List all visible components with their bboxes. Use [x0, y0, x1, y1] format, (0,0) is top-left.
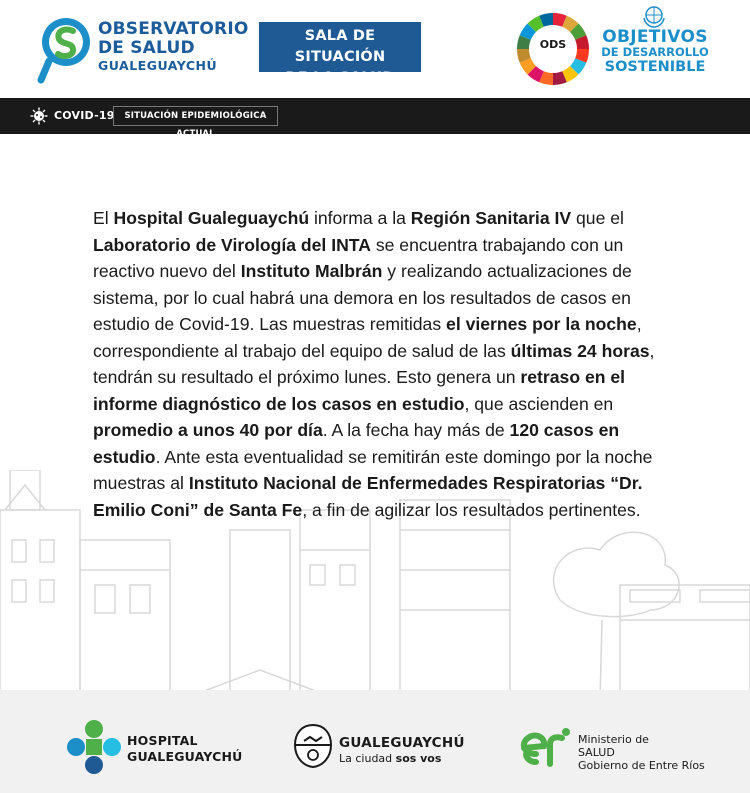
text-segment: , correspondiente al trabajo del equipo de salud de las	[93, 314, 642, 361]
observatorio-line3: GUALEGUAYCHÚ	[98, 58, 218, 73]
municipal-shield-icon	[292, 723, 334, 769]
sala-line2: DE LA SALUD	[285, 70, 395, 86]
text-segment: . Ante esta eventualidad se remitirán este domingo por la noche muestras al	[93, 446, 653, 493]
topic-bar	[0, 98, 750, 134]
ods-line2: DE DESARROLLO	[601, 45, 709, 59]
text-segment-bold: promedio a unos 40 por día	[93, 420, 323, 440]
un-emblem-icon	[641, 4, 667, 28]
covid-label: COVID-19	[54, 109, 115, 122]
municipio-name: GUALEGUAYCHÚ	[339, 735, 465, 751]
hospital-line2: GUALEGUAYCHÚ	[127, 749, 243, 764]
text-segment-bold: Laboratorio de Virología del INTA	[93, 234, 371, 255]
observatorio-line2: DE SALUD	[98, 38, 195, 58]
text-segment-bold: el viernes por la noche	[446, 314, 637, 334]
situation-label: SITUACIÓN EPIDEMIOLÓGICA	[113, 106, 278, 126]
virus-icon	[30, 107, 48, 125]
hospital-line1: HOSPITAL	[127, 733, 198, 748]
text-segment: , tendrán su resultado el próximo lunes. Esto genera un	[93, 340, 655, 387]
tagline-bold: sos vos	[395, 752, 442, 765]
ministerio-line1: Ministerio de	[578, 733, 649, 746]
observatorio-line1: OBSERVATORIO	[98, 19, 249, 39]
ministerio-line2: SALUD	[578, 746, 615, 759]
text-segment-bold: últimas 24 horas	[510, 340, 650, 361]
text-segment-bold: Región Sanitaria IV	[410, 208, 572, 228]
text-segment: , que ascienden en	[464, 393, 614, 414]
hospital-cross-icon	[66, 719, 122, 775]
ministerio-er-icon	[514, 726, 574, 770]
ministerio-wordmark	[578, 733, 705, 772]
observatorio-wordmark	[98, 20, 249, 74]
text-segment: y realizando actualizaciones de sistema, por lo cual habrá una demora en los resultados de casos en estudio de Covid-19. Las muestras remitidas	[93, 261, 632, 334]
ods-line3: SOSTENIBLE	[604, 59, 706, 75]
sala-line1: SALA DE SITUACIÓN	[294, 28, 386, 65]
ods-line1: OBJETIVOS	[602, 27, 708, 47]
header	[0, 0, 750, 98]
magnifier-icon	[36, 14, 100, 86]
hospital-wordmark	[127, 733, 243, 765]
text-segment: El	[93, 208, 114, 228]
tagline-prefix: La ciudad	[339, 752, 396, 765]
text-segment-bold: Instituto Malbrán	[240, 261, 383, 281]
ods-center-label: ODS	[539, 38, 567, 51]
sala-situacion-badge	[259, 22, 421, 86]
text-segment: informa a la	[309, 208, 411, 228]
text-segment: que el	[571, 208, 624, 228]
ods-wordmark	[600, 27, 710, 75]
text-segment-bold: Instituto Nacional de Enfermedades Respiratorias “Dr. Emilio Coni” de Santa Fe	[93, 473, 643, 520]
text-segment-bold: retraso en el informe diagnóstico de los casos en estudio	[93, 367, 626, 414]
text-segment-bold: 120 casos en estudio	[93, 420, 620, 467]
text-segment-bold: Hospital Gualeguaychú	[113, 208, 310, 228]
text-segment: , a fin de agilizar los resultados pertinentes.	[302, 499, 641, 520]
municipio-tagline	[339, 751, 465, 767]
observatorio-logo	[36, 14, 266, 86]
ministerio-line3: Gobierno de Entre Ríos	[578, 759, 705, 772]
announcement-text	[93, 205, 678, 523]
municipio-wordmark	[339, 735, 465, 767]
text-segment: se encuentra trabajando con un reactivo nuevo del	[93, 234, 624, 281]
text-segment: . A la fecha hay más de	[322, 420, 510, 440]
